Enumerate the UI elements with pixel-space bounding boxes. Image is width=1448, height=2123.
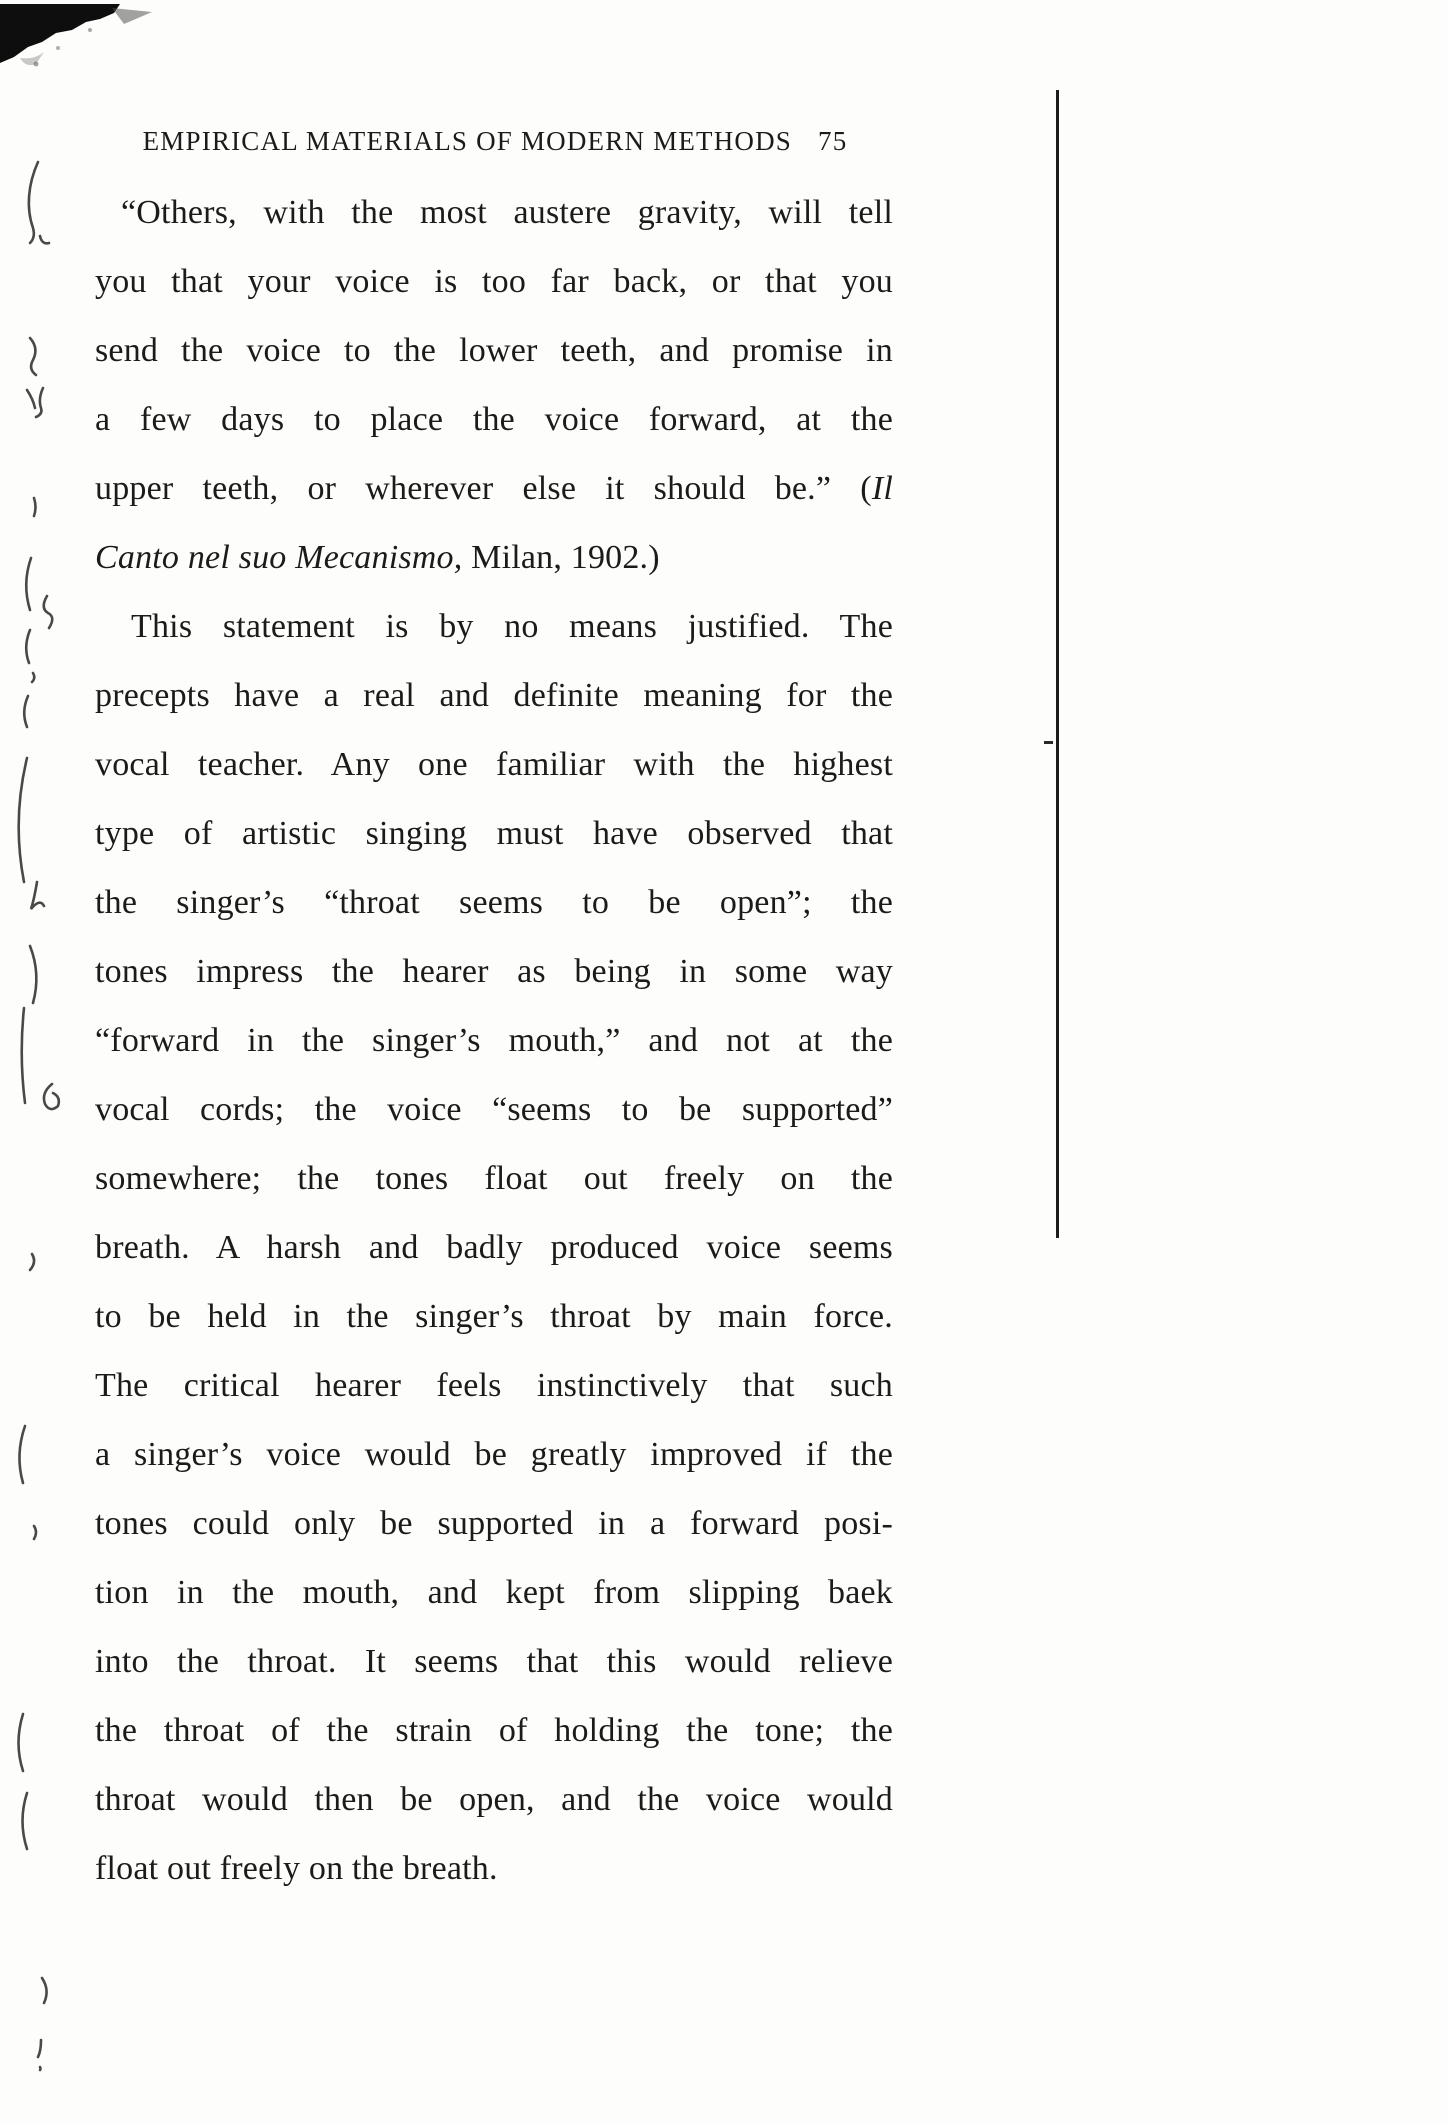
text-line: “Others, with the most austere gravity, will tell <box>121 194 893 231</box>
paragraph-2 <box>95 592 893 1903</box>
book-title-italic: Il <box>871 470 893 507</box>
text-line: to be held in the singer’s throat by main force. <box>95 1298 893 1335</box>
text-line: This statement is by no means justified. The <box>131 608 893 645</box>
corner-speckle <box>56 46 60 50</box>
ink-mark <box>22 1008 25 1103</box>
paragraph-1 <box>95 178 893 592</box>
text-line: throat would then be open, and the voice would <box>95 1781 893 1818</box>
right-margin-tick <box>1044 741 1053 744</box>
text-line: the singer’s “throat seems to be open”; the <box>95 884 893 921</box>
ink-mark <box>30 338 36 375</box>
ink-mark <box>27 388 43 417</box>
ink-mark <box>38 2040 41 2070</box>
text-line: send the voice to the lower teeth, and promise in <box>95 332 893 369</box>
ink-mark <box>30 1254 34 1270</box>
book-title-italic: Canto nel suo Mecanismo, <box>95 539 463 576</box>
text-line: vocal teacher. Any one familiar with the highest <box>95 746 893 783</box>
corner-speckle <box>34 62 39 67</box>
ink-mark <box>19 758 27 882</box>
header-title: EMPIRICAL MATERIALS OF MODERN METHODS <box>142 126 793 156</box>
text-line: float out freely on the breath. <box>95 1850 498 1887</box>
ink-mark <box>44 596 53 628</box>
text-line: tones impress the hearer as being in some way <box>95 953 893 990</box>
text-line: breath. A harsh and badly produced voice seems <box>95 1229 893 1266</box>
text-line <box>95 523 893 592</box>
ink-mark <box>30 946 36 1003</box>
text-line <box>95 454 893 523</box>
ink-mark <box>19 1714 24 1771</box>
margin-ink-marks <box>0 0 100 2123</box>
ink-mark <box>26 558 31 610</box>
page-number: 75 <box>818 126 848 156</box>
ink-mark <box>23 1793 28 1849</box>
running-header <box>95 126 895 157</box>
ink-mark <box>44 1084 59 1109</box>
text-line: vocal cords; the voice “seems to be supported” <box>95 1091 893 1128</box>
text-line: type of artistic singing must have observed that <box>95 815 893 852</box>
right-margin-rule <box>1056 90 1059 1238</box>
ink-mark <box>24 696 28 727</box>
text-line: The critical hearer feels instinctively that such <box>95 1367 893 1404</box>
corner-smudge-shape <box>0 4 120 63</box>
ink-mark <box>42 1978 47 2003</box>
ink-mark <box>40 236 49 243</box>
ink-mark <box>26 630 34 682</box>
ink-mark <box>29 162 38 243</box>
corner-speckle <box>88 28 92 32</box>
ink-mark <box>34 1526 36 1539</box>
text-line: a singer’s voice would be greatly improved if the <box>95 1436 893 1473</box>
text-line: somewhere; the tones float out freely on the <box>95 1160 893 1197</box>
text-line: tion in the mouth, and kept from slipping baek <box>95 1574 893 1611</box>
ink-mark <box>34 498 36 516</box>
text-line: precepts have a real and definite meaning for the <box>95 677 893 714</box>
corner-smudge <box>0 0 170 90</box>
text-line: a few days to place the voice forward, at the <box>95 401 893 438</box>
text-line: into the throat. It seems that this would relieve <box>95 1643 893 1680</box>
ink-mark <box>31 882 44 909</box>
text-line: you that your voice is too far back, or that you <box>95 263 893 300</box>
corner-smudge-fade <box>20 52 44 65</box>
text-line: “forward in the singer’s mouth,” and not at the <box>95 1022 893 1059</box>
body-text <box>95 178 893 1903</box>
text-line: tones could only be supported in a forward posi- <box>95 1505 893 1542</box>
corner-smudge-streak <box>112 8 152 24</box>
text-line: the throat of the strain of holding the tone; the <box>95 1712 893 1749</box>
text-segment: Milan, 1902.) <box>462 539 660 576</box>
text-segment: upper teeth, or wherever else it should be.” ( <box>95 470 872 507</box>
ink-mark <box>19 1426 25 1483</box>
